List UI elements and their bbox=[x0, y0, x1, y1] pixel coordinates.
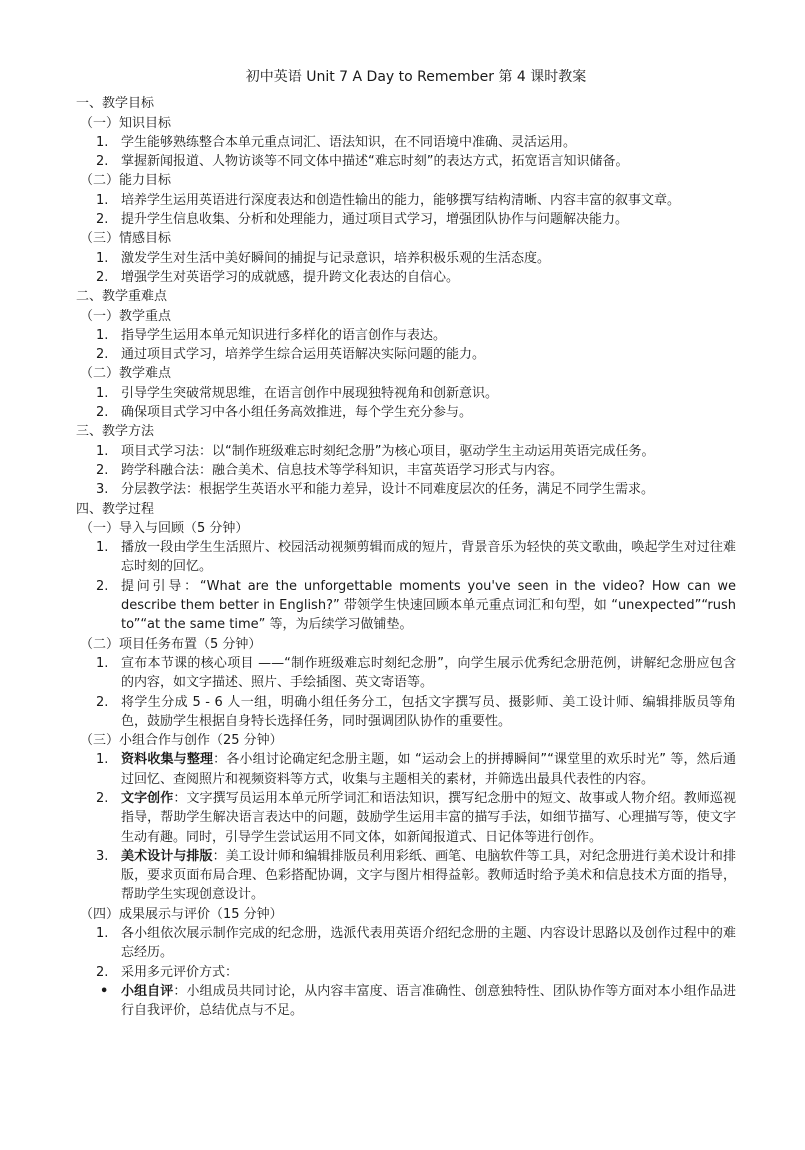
list-item bbox=[76, 693, 736, 732]
item-text: 项目式学习法：以“制作班级难忘时刻纪念册”为核心项目，驱动学生主动运用英语完成任务。 bbox=[121, 443, 655, 459]
item-text: ：文字撰写员运用本单元所学词汇和语法知识，撰写纪念册中的短文、故事或人物介绍。教师巡视指导，帮助学生解决语言表达中的问题，鼓励学生运用丰富的描写手法，如细节描写、心理描写等，使文字生动有趣。同时，引导学生尝试运用不同文体，如新闻报道式、日记体等进行创作。 bbox=[121, 790, 736, 845]
item-text: 培养学生运用英语进行深度表达和创造性输出的能力，能够撰写结构清晰、内容丰富的叙事文章。 bbox=[121, 192, 681, 208]
item-text: 提升学生信息收集、分析和处理能力，通过项目式学习，增强团队协作与问题解决能力。 bbox=[121, 212, 629, 228]
list-item bbox=[76, 191, 736, 210]
item-number: 2. bbox=[96, 269, 109, 285]
item-text: 掌握新闻报道、人物访谈等不同文体中描述“难忘时刻”的表达方式，拓宽语言知识储备。 bbox=[121, 154, 629, 170]
item-text: ：美工设计师和编辑排版员利用彩纸、画笔、电脑软件等工具，对纪念册进行美术设计和排版，要求页面布局合理、色彩搭配协调，文字与图片相得益彰。教师适时给予美术和信息技术方面的指导，帮助学生实现创意设计。 bbox=[121, 848, 736, 903]
list-item bbox=[76, 538, 736, 577]
item-number: 2. bbox=[96, 347, 109, 363]
subsection-heading: （二）教学难点 bbox=[80, 366, 172, 382]
item-text: 各小组依次展示制作完成的纪念册，选派代表用英语介绍纪念册的主题、内容设计思路以及创作过程中的难忘经历。 bbox=[121, 926, 736, 961]
subsection-heading: （一）教学重点 bbox=[80, 308, 172, 324]
item-number: 1. bbox=[96, 926, 109, 942]
item-number: 1. bbox=[96, 327, 109, 343]
item-text: 引导学生突破常规思维，在语言创作中展现独特视角和创新意识。 bbox=[121, 385, 499, 401]
item-text: ：小组成员共同讨论，从内容丰富度、语言准确性、创意独特性、团队协作等方面对本小组作品进行自我评价，总结优点与不足。 bbox=[121, 983, 736, 1019]
item-number: 2. bbox=[96, 694, 109, 710]
item-text: 分层教学法：根据学生英语水平和能力差异，设计不同难度层次的任务，满足不同学生需求。 bbox=[121, 482, 655, 498]
item-text: 通过项目式学习，培养学生综合运用英语解决实际问题的能力。 bbox=[121, 347, 486, 363]
list-item bbox=[76, 210, 736, 229]
item-number: 3. bbox=[96, 482, 109, 498]
item-text: 将学生分成 5 - 6 人一组，明确小组任务分工，包括文字撰写员、摄影师、美工设计师、编辑排版员等角色，鼓励学生根据自身特长选择任务，同时强调团队协作的重要性。 bbox=[121, 694, 736, 729]
list-item bbox=[76, 268, 736, 287]
subsection-heading: （一）导入与回顾（5 分钟） bbox=[80, 520, 249, 536]
item-text: 宣布本节课的核心项目 ——“制作班级难忘时刻纪念册”，向学生展示优秀纪念册范例，讲解纪念册应包含的内容，如文字描述、照片、手绘插图、英文寄语等。 bbox=[121, 655, 736, 691]
subsection-heading: （一）知识目标 bbox=[80, 115, 172, 131]
item-number: 2. bbox=[96, 578, 109, 594]
item-number: 2. bbox=[96, 462, 109, 478]
item-number: 1. bbox=[96, 385, 109, 401]
item-number: 2. bbox=[96, 154, 109, 170]
list-item bbox=[76, 384, 736, 403]
bullet-item bbox=[76, 982, 736, 1021]
item-number: 1. bbox=[96, 250, 109, 266]
list-item bbox=[76, 480, 736, 499]
document-title: 初中英语 Unit 7 A Day to Remember 第 4 课时教案 bbox=[245, 69, 587, 85]
item-text: 增强学生对英语学习的成就感，提升跨文化表达的自信心。 bbox=[121, 269, 460, 285]
item-number: 3. bbox=[96, 848, 109, 864]
item-text: 提问引导：“What are the unforgettable moments you've seen in the video? How can we describe them better in English?” 带领学生快速回顾本单元重点词汇和句型，如 “unexpected”“rush to”“at the same time” 等，为后续学习做铺垫。 bbox=[121, 578, 736, 633]
list-item bbox=[76, 789, 736, 847]
section-heading: 三、教学方法 bbox=[76, 424, 155, 440]
list-item bbox=[76, 750, 736, 789]
list-item bbox=[76, 847, 736, 905]
item-text: 激发学生对生活中美好瞬间的捕捉与记录意识，培养积极乐观的生活态度。 bbox=[121, 250, 551, 266]
list-item bbox=[76, 326, 736, 345]
item-text: 采用多元评价方式： bbox=[121, 964, 239, 980]
item-number: 1. bbox=[96, 752, 109, 768]
item-number: 2. bbox=[96, 405, 109, 421]
item-number: 1. bbox=[96, 443, 109, 459]
list-item bbox=[76, 403, 736, 422]
item-number: 1. bbox=[96, 540, 109, 556]
list-item bbox=[76, 461, 736, 480]
subsection-heading: （二）项目任务布置（5 分钟） bbox=[80, 636, 262, 652]
list-item bbox=[76, 442, 736, 461]
list-item bbox=[76, 654, 736, 693]
subsection-heading: （三）小组合作与创作（25 分钟） bbox=[80, 733, 283, 749]
section-heading: 二、教学重难点 bbox=[76, 289, 168, 305]
item-number: 1. bbox=[96, 655, 109, 671]
list-item bbox=[76, 963, 736, 982]
section-heading: 一、教学目标 bbox=[76, 96, 155, 112]
item-number: 1. bbox=[96, 192, 109, 208]
list-item bbox=[76, 249, 736, 268]
subsection-heading: （三）情感目标 bbox=[80, 231, 172, 247]
list-item bbox=[76, 133, 736, 152]
item-number: 1. bbox=[96, 134, 109, 150]
subsection-heading: （二）能力目标 bbox=[80, 173, 172, 189]
item-text: ：各小组讨论确定纪念册主题，如 “运动会上的拼搏瞬间”“课堂里的欢乐时光” 等，然后通过回忆、查阅照片和视频资料等方式，收集与主题相关的素材，并筛选出最具代表性的内容。 bbox=[121, 752, 736, 787]
subsection-heading: （四）成果展示与评价（15 分钟） bbox=[80, 906, 283, 922]
item-number: 2. bbox=[96, 964, 109, 980]
bullet-icon: • bbox=[100, 983, 109, 999]
item-text: 确保项目式学习中各小组任务高效推进，每个学生充分参与。 bbox=[121, 405, 473, 421]
item-bold-label: 资料收集与整理 bbox=[121, 752, 214, 768]
document-page bbox=[76, 68, 736, 1021]
item-bold-label: 美术设计与排版 bbox=[121, 848, 213, 864]
item-text: 播放一段由学生生活照片、校园活动视频剪辑而成的短片，背景音乐为轻快的英文歌曲，唤起学生对过往难忘时刻的回忆。 bbox=[121, 540, 736, 575]
list-item bbox=[76, 345, 736, 364]
item-text: 学生能够熟练整合本单元重点词汇、语法知识，在不同语境中准确、灵活运用。 bbox=[121, 134, 577, 150]
item-text: 跨学科融合法：融合美术、信息技术等学科知识，丰富英语学习形式与内容。 bbox=[121, 462, 564, 478]
section-heading: 四、教学过程 bbox=[76, 501, 155, 517]
item-bold-label: 文字创作 bbox=[121, 790, 174, 806]
list-item bbox=[76, 152, 736, 171]
item-number: 2. bbox=[96, 790, 109, 806]
item-number: 2. bbox=[96, 212, 109, 228]
item-bold-label: 小组自评 bbox=[121, 983, 174, 999]
list-item bbox=[76, 924, 736, 963]
list-item bbox=[76, 577, 736, 635]
item-text: 指导学生运用本单元知识进行多样化的语言创作与表达。 bbox=[121, 327, 447, 343]
